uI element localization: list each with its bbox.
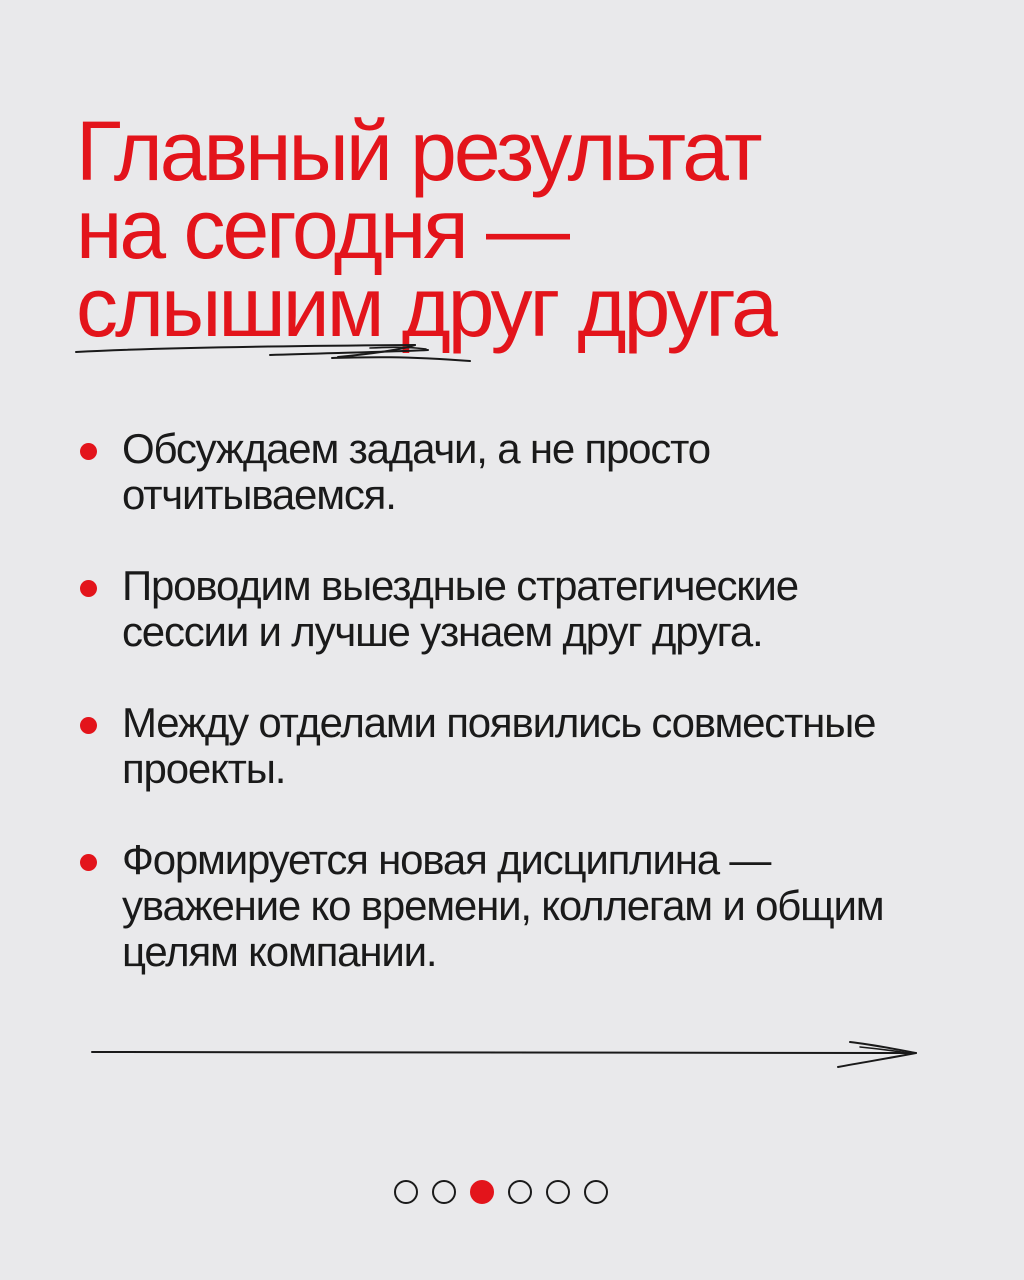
headline [76,104,976,354]
bullet-dot-icon [80,580,97,597]
bullet-text-line: уважение ко времени, коллегам и общим [122,882,884,929]
hand-drawn-underline-icon [70,332,480,372]
bullet-text-line: сессии и лучше узнаем друг друга. [122,608,763,655]
page-dot[interactable] [546,1180,570,1204]
page-dot-active[interactable] [470,1180,494,1204]
bullet-list [76,426,976,1020]
headline-line-2: на сегодня — [76,182,568,276]
headline-line-1: Главный результат [76,104,760,198]
bullet-text-line: Проводим выездные стратегические [122,562,798,609]
bullet-dot-icon [80,717,97,734]
list-item [76,426,976,518]
bullet-text-line: целям компании. [122,928,437,975]
list-item [76,563,976,655]
bullet-text-line: проекты. [122,745,286,792]
bullet-text-line: отчитываемся. [122,471,396,518]
page-dot[interactable] [394,1180,418,1204]
bullet-text-line: Обсуждаем задачи, а не просто [122,425,710,472]
bullet-text-line: Формируется новая дисциплина — [122,836,771,883]
bullet-dot-icon [80,854,97,871]
page-dot[interactable] [432,1180,456,1204]
bullet-text-line: Между отделами появились совместные [122,699,876,746]
headline-line-3: слышим друг друга [76,260,775,354]
list-item [76,700,976,792]
bullet-dot-icon [80,443,97,460]
right-arrow-icon [90,1030,920,1074]
pagination-dots [394,1180,608,1204]
list-item [76,837,976,975]
page-dot[interactable] [584,1180,608,1204]
page-dot[interactable] [508,1180,532,1204]
